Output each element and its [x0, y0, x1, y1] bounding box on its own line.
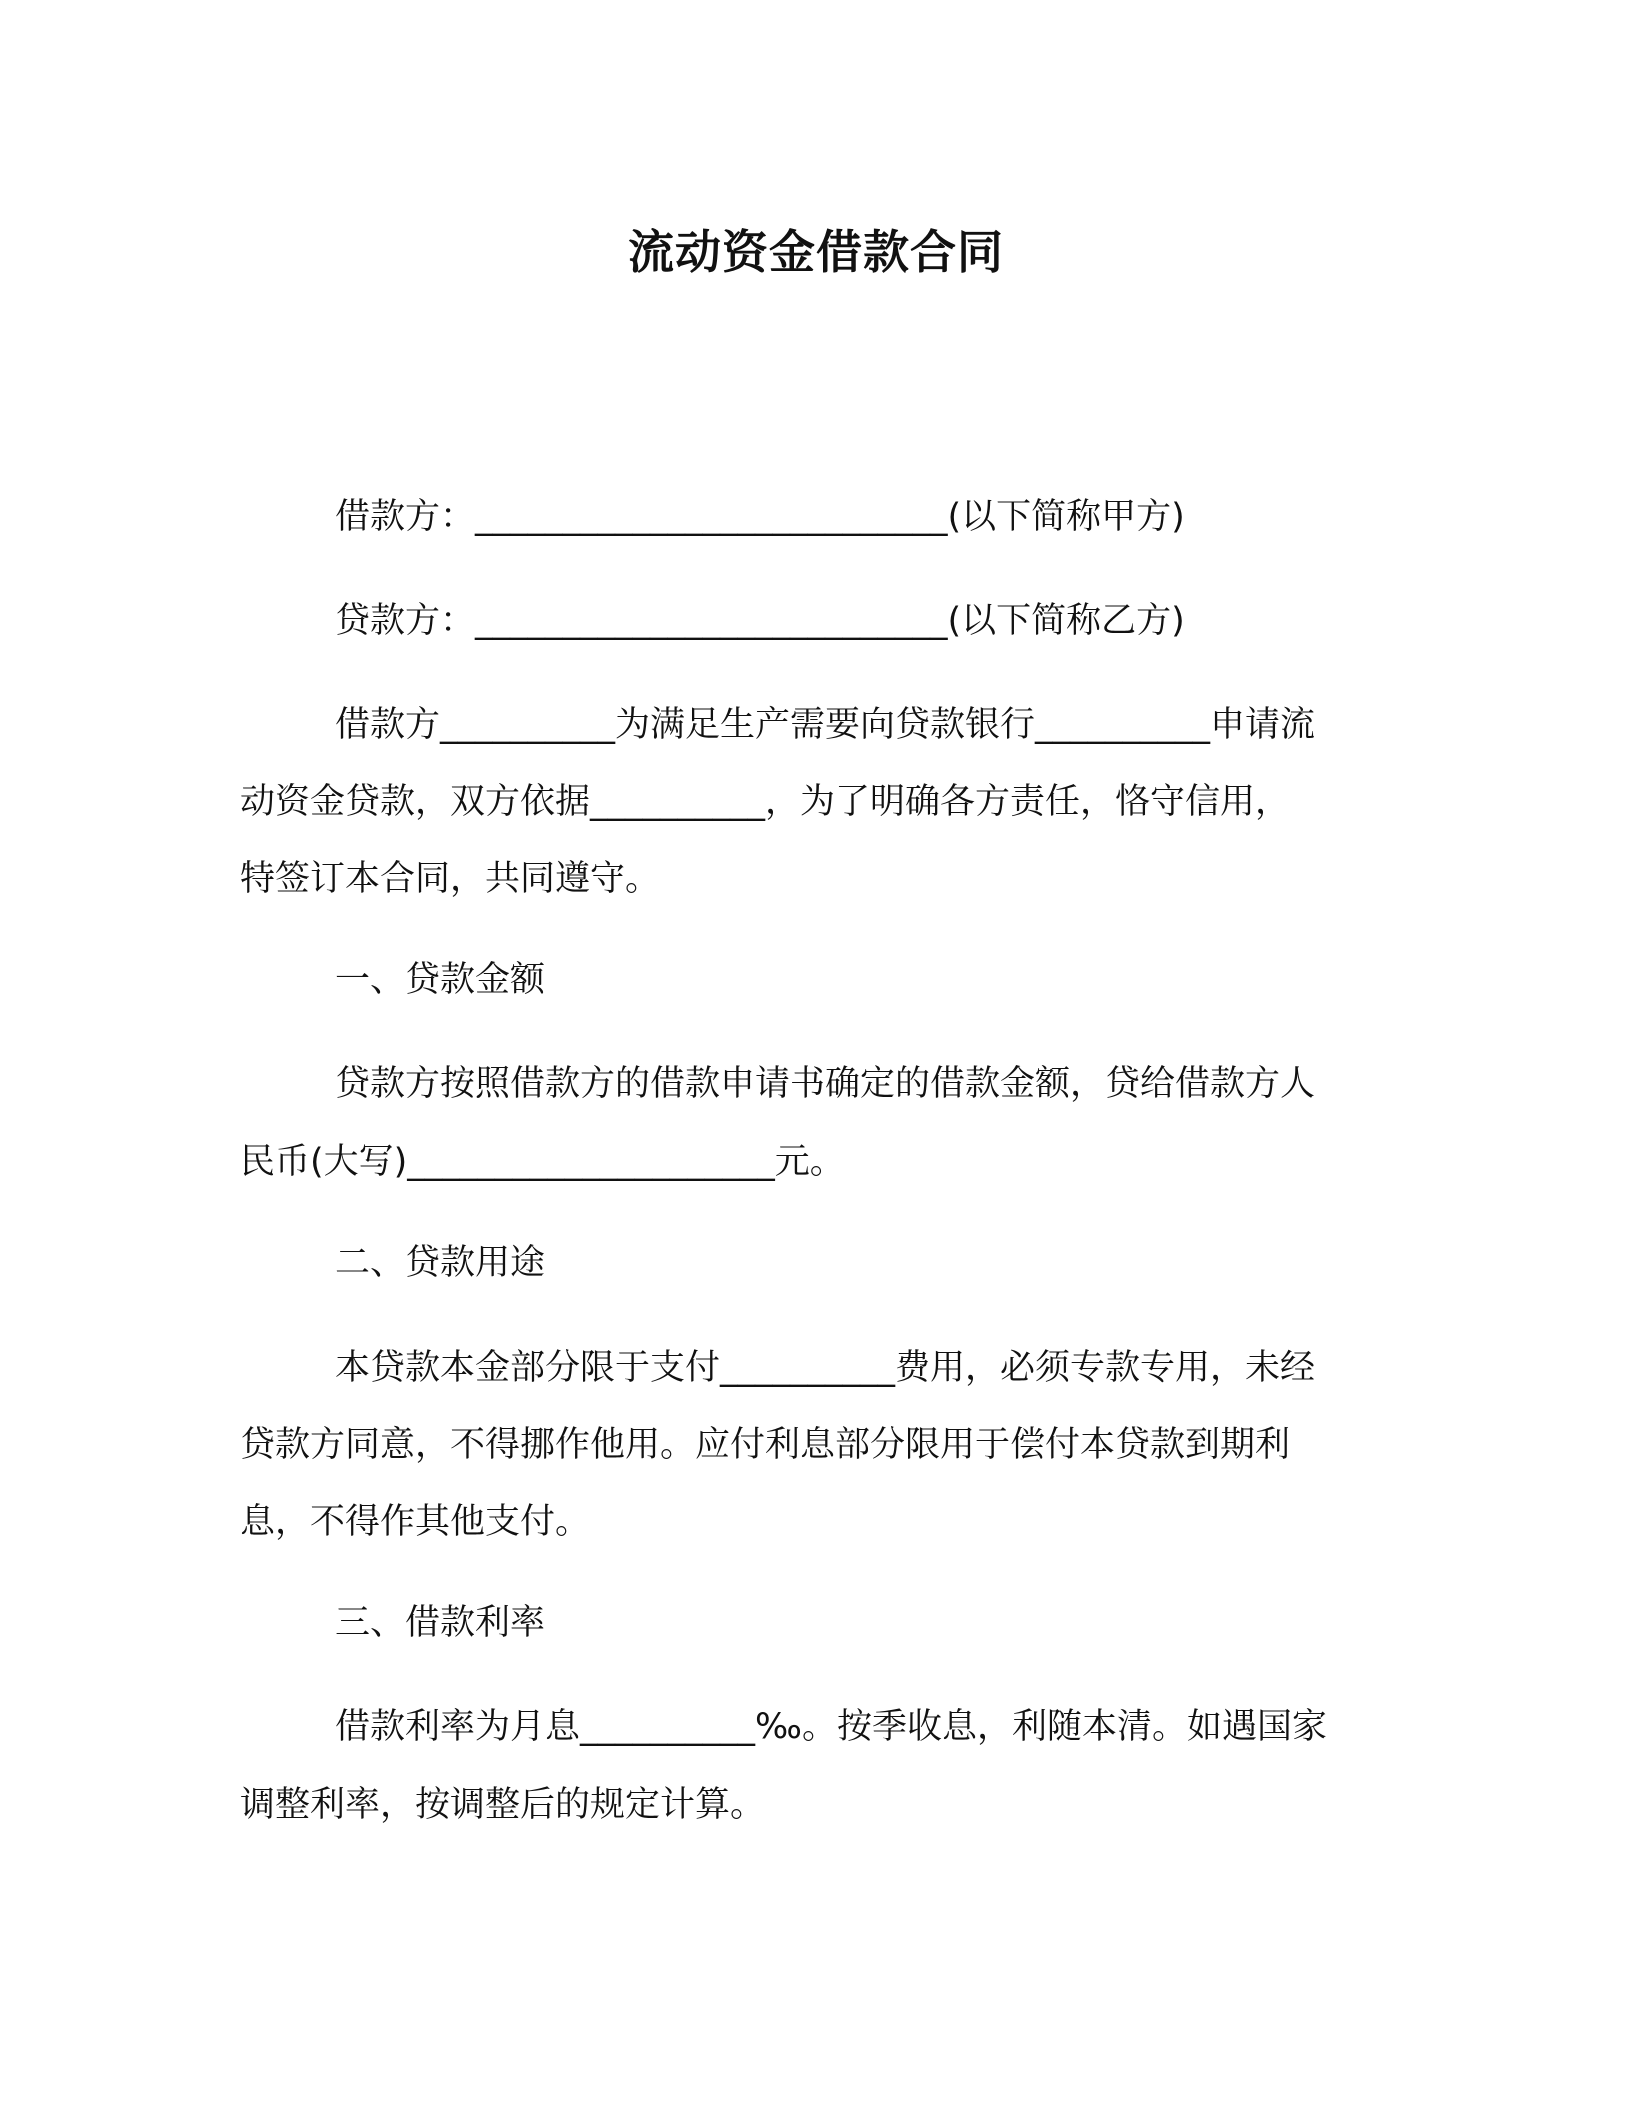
interest-rate-line-2: 调整利率，按调整后的规定计算。	[240, 1785, 766, 1825]
preamble-line-1: 借款方__________为满足生产需要向贷款银行__________申请流	[335, 705, 1316, 745]
interest-rate-line-1: 借款利率为月息__________‰。按季收息，利随本清。如遇国家	[335, 1707, 1327, 1747]
loan-purpose-line-2: 贷款方同意，不得挪作他用。应付利息部分限用于偿付本贷款到期利	[240, 1425, 1291, 1465]
section-heading-loan-purpose: 二、贷款用途	[335, 1243, 546, 1283]
lender-line: 贷款方：___________________________(以下简称乙方)	[335, 601, 1185, 641]
preamble-line-2: 动资金贷款，双方依据__________，为了明确各方责任，恪守信用，	[240, 782, 1291, 822]
loan-amount-line-2: 民币(大写)_____________________元。	[240, 1142, 845, 1182]
section-heading-interest-rate: 三、借款利率	[335, 1603, 546, 1643]
preamble-line-3: 特签订本合同，共同遵守。	[240, 859, 661, 899]
loan-amount-line-1: 贷款方按照借款方的借款申请书确定的借款金额，贷给借款方人	[335, 1064, 1316, 1104]
loan-purpose-line-1: 本贷款本金部分限于支付__________费用，必须专款专用，未经	[335, 1348, 1316, 1388]
section-heading-loan-amount: 一、贷款金额	[335, 960, 546, 1000]
document-title: 流动资金借款合同	[628, 225, 1004, 279]
borrower-line: 借款方：___________________________(以下简称甲方)	[335, 497, 1185, 537]
loan-purpose-line-3: 息，不得作其他支付。	[240, 1502, 591, 1542]
